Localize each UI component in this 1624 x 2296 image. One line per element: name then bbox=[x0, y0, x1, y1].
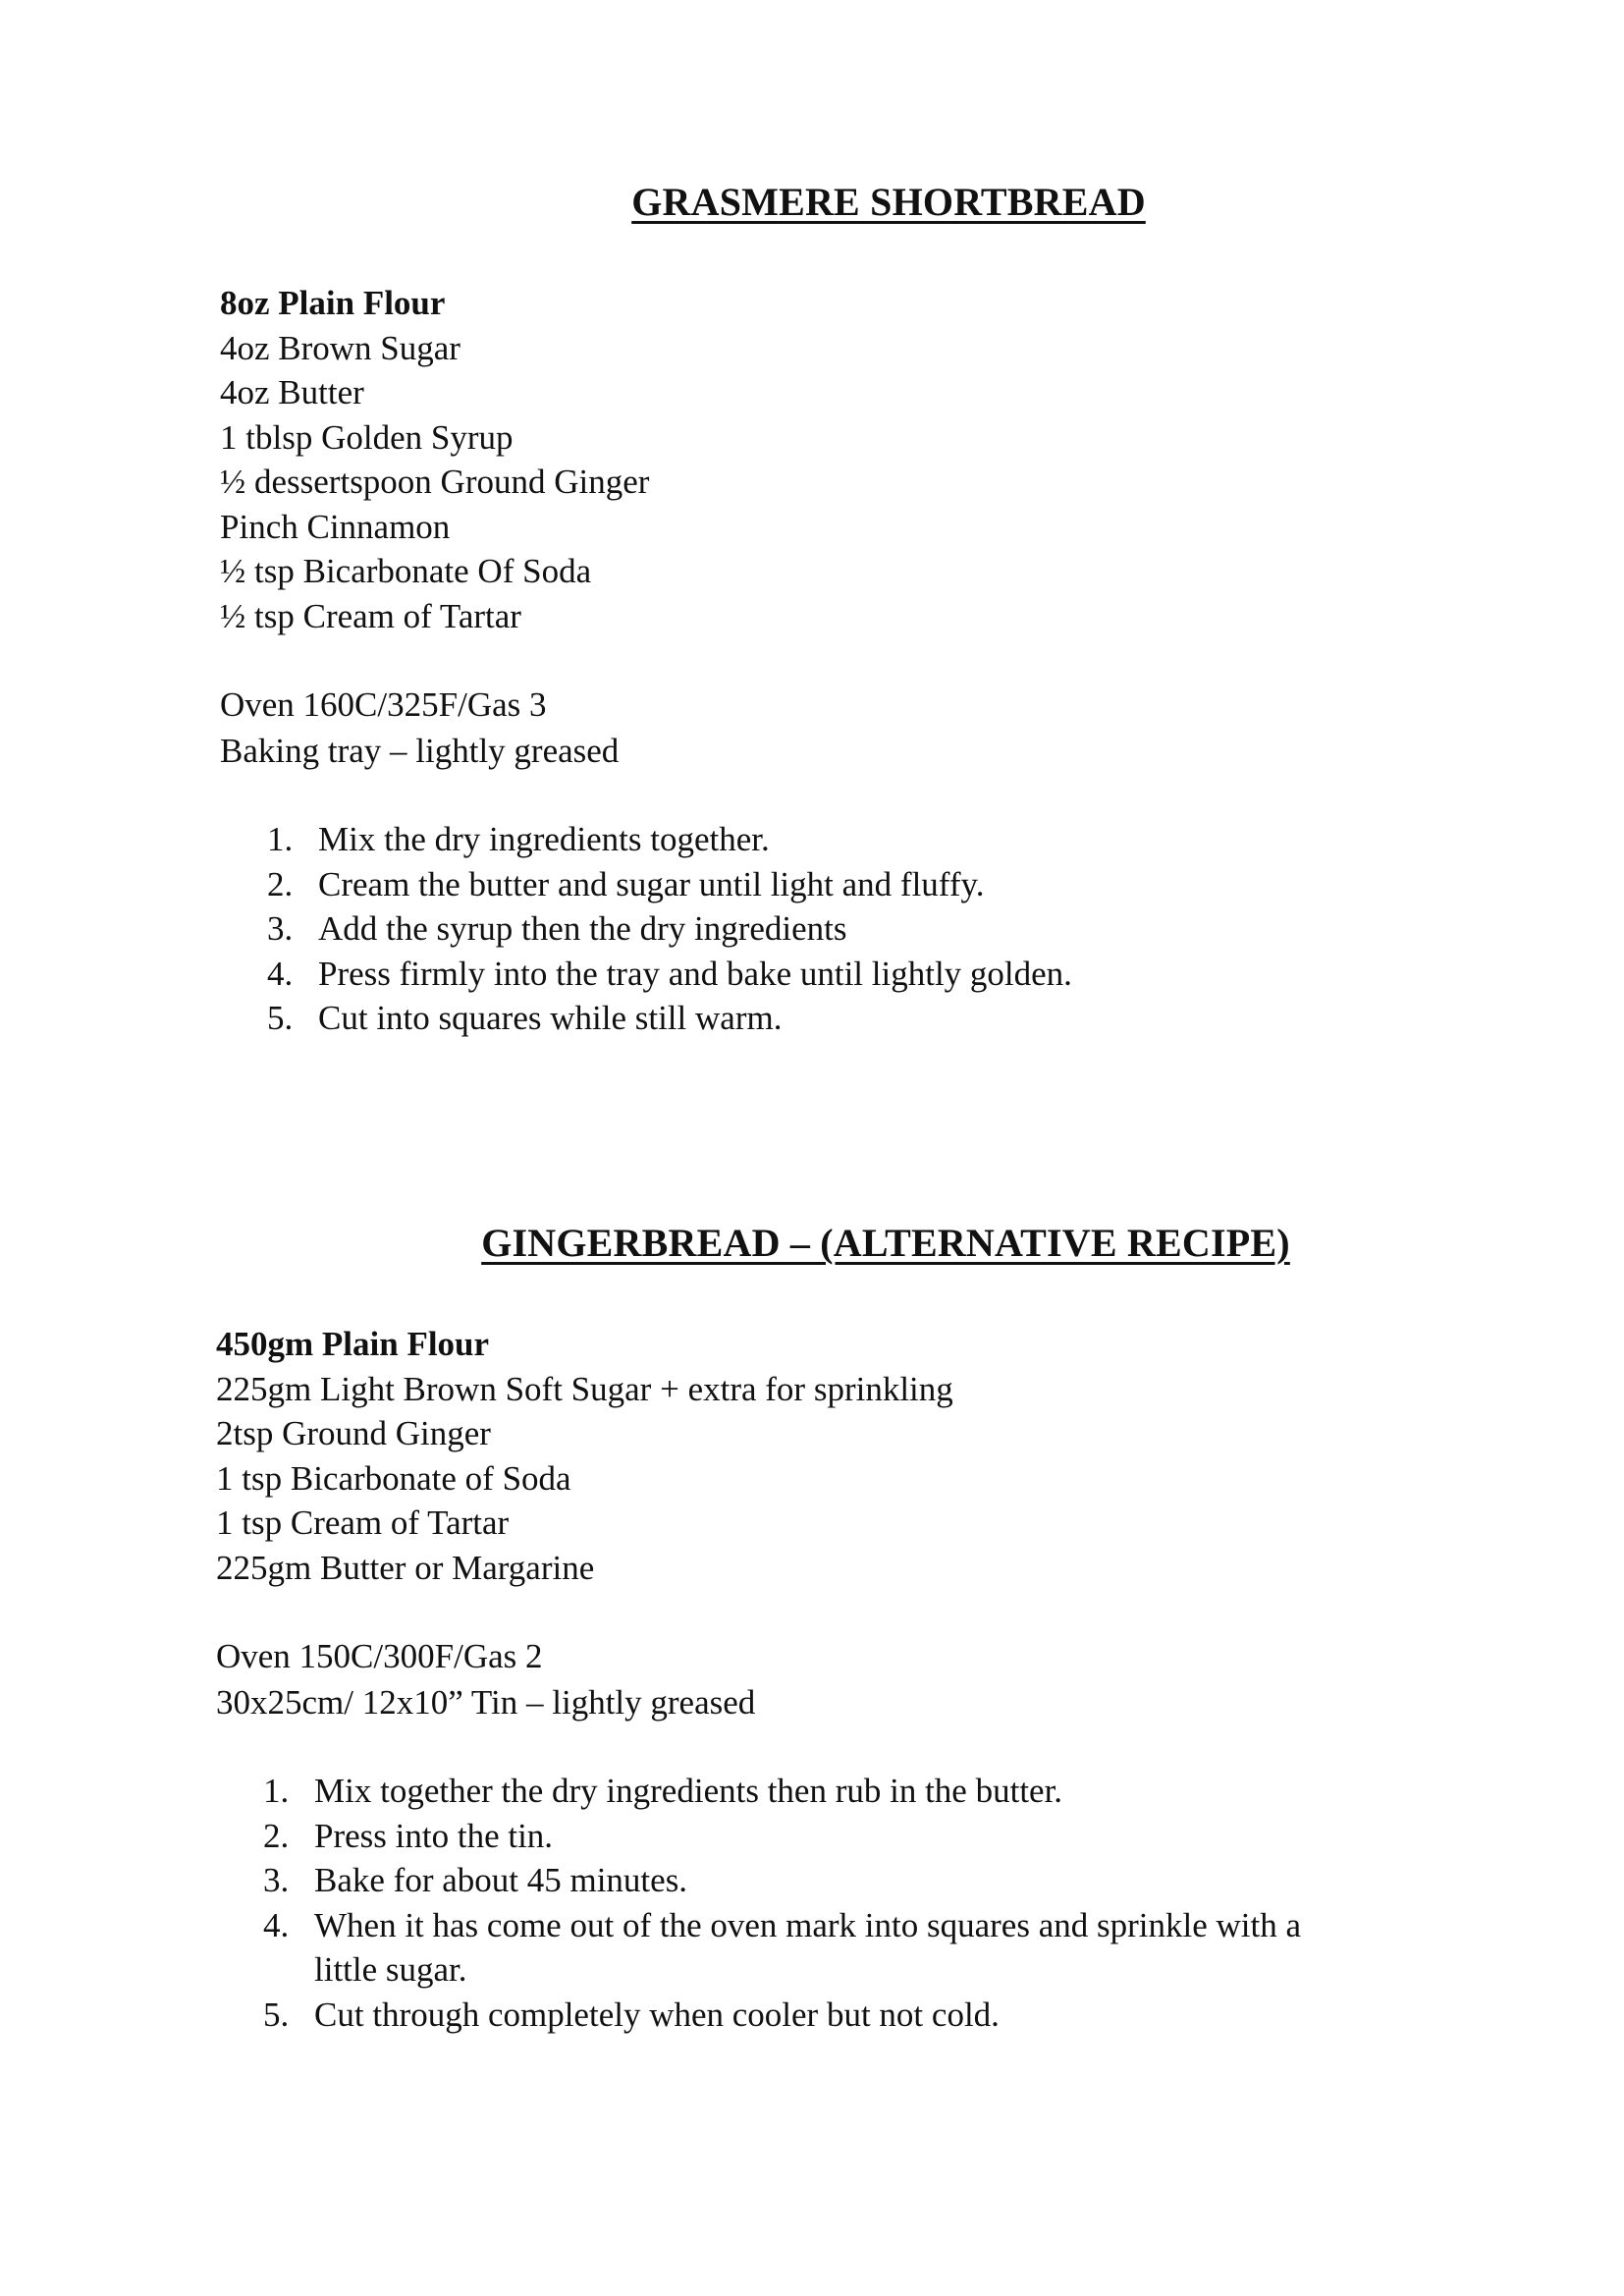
ingredient-item: 4oz Butter bbox=[220, 373, 364, 411]
step-text: Mix together the dry ingredients then rub in the butter. bbox=[314, 1772, 1063, 1810]
step-number: 3. bbox=[267, 909, 294, 948]
ingredient-item: ½ tsp Cream of Tartar bbox=[220, 596, 521, 635]
ingredient-list bbox=[220, 281, 1624, 638]
method-step bbox=[263, 1814, 1353, 1859]
baking-notes bbox=[220, 682, 1624, 774]
step-number: 4. bbox=[267, 954, 294, 993]
method-step bbox=[267, 996, 1249, 1041]
step-number: 1. bbox=[263, 1772, 290, 1810]
tin-instructions: Baking tray – lightly greased bbox=[220, 732, 620, 770]
ingredient-item: Pinch Cinnamon bbox=[220, 507, 451, 546]
step-text: Press firmly into the tray and bake until lightly golden. bbox=[318, 954, 1072, 993]
oven-temperature: Oven 160C/325F/Gas 3 bbox=[220, 685, 547, 724]
step-number: 5. bbox=[267, 999, 294, 1037]
step-number: 3. bbox=[263, 1861, 290, 1899]
tin-instructions: 30x25cm/ 12x10” Tin – lightly greased bbox=[216, 1683, 756, 1722]
ingredient-item: 1 tsp Cream of Tartar bbox=[216, 1503, 510, 1542]
step-number: 2. bbox=[267, 864, 294, 903]
ingredient-item: 450gm Plain Flour bbox=[216, 1325, 490, 1363]
recipe-gingerbread bbox=[0, 1216, 1624, 2037]
oven-temperature: Oven 150C/300F/Gas 2 bbox=[216, 1637, 543, 1675]
step-number: 5. bbox=[263, 1995, 290, 2034]
ingredient-item: 225gm Butter or Margarine bbox=[216, 1548, 595, 1587]
method-steps bbox=[267, 817, 1249, 1041]
method-step bbox=[267, 862, 1249, 907]
step-text: Press into the tin. bbox=[314, 1816, 554, 1855]
step-number: 4. bbox=[263, 1905, 290, 1944]
recipe-title: GINGERBREAD – (ALTERNATIVE RECIPE) bbox=[481, 1221, 1290, 1265]
ingredient-item: 1 tsp Bicarbonate of Soda bbox=[216, 1458, 571, 1498]
method-step bbox=[263, 1993, 1353, 2038]
step-text: Cream the butter and sugar until light and fluffy. bbox=[318, 864, 985, 903]
method-step bbox=[263, 1858, 1353, 1903]
recipe-grasmere-shortbread bbox=[0, 175, 1624, 1041]
step-text: When it has come out of the oven mark into squares and sprinkle with a little sugar. bbox=[314, 1905, 1302, 1989]
step-text: Add the syrup then the dry ingredients bbox=[318, 909, 847, 948]
method-steps bbox=[263, 1769, 1353, 2037]
step-text: Cut into squares while still warm. bbox=[318, 999, 783, 1037]
step-text: Bake for about 45 minutes. bbox=[314, 1861, 688, 1899]
method-step bbox=[267, 952, 1249, 997]
ingredient-item: 225gm Light Brown Soft Sugar + extra for sprinkling bbox=[216, 1369, 953, 1408]
step-text: Mix the dry ingredients together. bbox=[318, 820, 770, 858]
step-text: Cut through completely when cooler but not cold. bbox=[314, 1995, 1000, 2034]
ingredient-item: ½ tsp Bicarbonate Of Soda bbox=[220, 552, 592, 590]
baking-notes bbox=[216, 1633, 1624, 1725]
ingredient-item: ½ dessertspoon Ground Ginger bbox=[220, 463, 650, 501]
method-step bbox=[263, 1903, 1353, 1993]
ingredient-list bbox=[216, 1322, 1624, 1590]
ingredient-item: 8oz Plain Flour bbox=[220, 284, 446, 322]
recipe-title: GRASMERE SHORTBREAD bbox=[631, 180, 1146, 224]
ingredient-item: 1 tblsp Golden Syrup bbox=[220, 417, 514, 457]
method-step bbox=[267, 817, 1249, 862]
method-step bbox=[267, 906, 1249, 952]
ingredient-item: 2tsp Ground Ginger bbox=[216, 1414, 491, 1452]
method-step bbox=[263, 1769, 1353, 1814]
step-number: 2. bbox=[263, 1816, 290, 1855]
step-number: 1. bbox=[267, 820, 294, 858]
ingredient-item: 4oz Brown Sugar bbox=[220, 328, 460, 367]
